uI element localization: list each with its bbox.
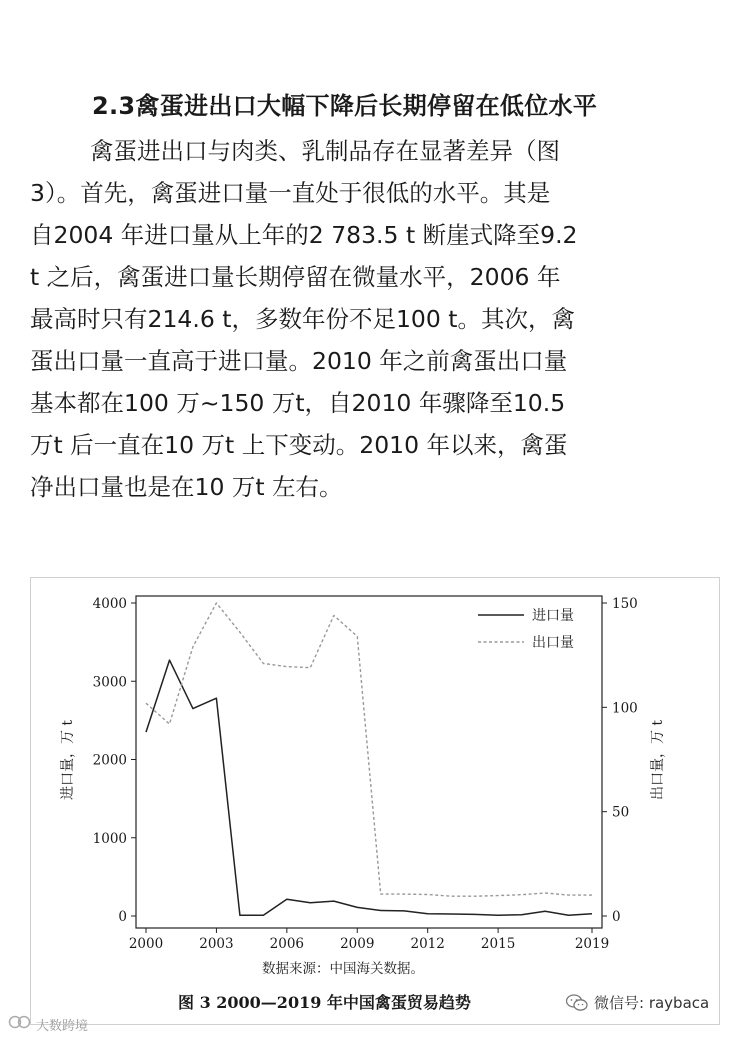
- section-heading: 2.3禽蛋进出口大幅下降后长期停留在低位水平: [92, 92, 598, 120]
- paragraph-line: 最高时只有214.6 t，多数年份不足100 t。其次，禽: [30, 305, 575, 333]
- y-left-tick-label: 3000: [92, 674, 127, 691]
- x-tick-label: 2015: [480, 936, 516, 952]
- y-right-tick-label: 50: [612, 804, 630, 821]
- wechat-label: 微信号: raybaca: [594, 994, 710, 1012]
- chart-series: [146, 603, 592, 915]
- wechat-icon: [566, 994, 588, 1012]
- series-line-import: [146, 660, 592, 915]
- paragraph-line: 基本都在100 万~150 万t，自2010 年骤降至10.5: [30, 389, 566, 417]
- paragraph-line: 万t 后一直在10 万t 上下变动。2010 年以来，禽蛋: [30, 431, 568, 459]
- legend-label: 进口量: [532, 608, 574, 624]
- paragraph-line: 蛋出口量一直高于进口量。2010 年之前禽蛋出口量: [30, 347, 568, 375]
- paragraph-line: 净出口量也是在10 万t 左右。: [30, 473, 343, 501]
- figure-source: 数据来源：中国海关数据。: [262, 961, 424, 977]
- y-left-tick-label: 0: [118, 909, 127, 925]
- y-left-tick-label: 2000: [92, 752, 127, 769]
- chart-legend: [478, 608, 574, 651]
- y-right-tick-label: 0: [612, 909, 621, 925]
- paragraph-line: 禽蛋进出口与肉类、乳制品存在显著差异（图: [90, 137, 560, 165]
- site-label: 大数跨境: [36, 1018, 89, 1034]
- y-axis-left-label: 进口量，万 t: [60, 719, 76, 801]
- paragraph-line: 自2004 年进口量从上年的2 783.5 t 断崖式降至9.2: [30, 221, 578, 249]
- x-tick-label: 2003: [199, 936, 234, 952]
- paragraph-line: 3）。首先，禽蛋进口量一直处于很低的水平。其是: [30, 179, 551, 207]
- y-right-tick-label: 100: [612, 700, 638, 717]
- paragraph-line: t 之后，禽蛋进口量长期停留在微量水平，2006 年: [30, 263, 561, 291]
- x-tick-label: 2009: [340, 936, 375, 952]
- legend-label: 出口量: [532, 635, 574, 651]
- series-line-export: [146, 603, 592, 896]
- x-tick-label: 2012: [410, 936, 445, 952]
- wechat-watermark: [566, 992, 709, 1013]
- brand-logo-icon: [8, 1014, 32, 1034]
- y-axis-right-label: 出口量，万 t: [650, 719, 666, 801]
- x-tick-label: 2006: [269, 936, 305, 952]
- y-left-tick-label: 1000: [92, 830, 127, 847]
- x-tick-label: 2019: [574, 936, 610, 952]
- y-right-tick-label: 150: [612, 596, 638, 612]
- y-left-tick-label: 4000: [92, 596, 127, 612]
- figure-caption: 图 3 2000—2019 年中国禽蛋贸易趋势: [178, 993, 471, 1012]
- x-tick-label: 2000: [128, 936, 164, 952]
- site-watermark: [8, 1014, 88, 1034]
